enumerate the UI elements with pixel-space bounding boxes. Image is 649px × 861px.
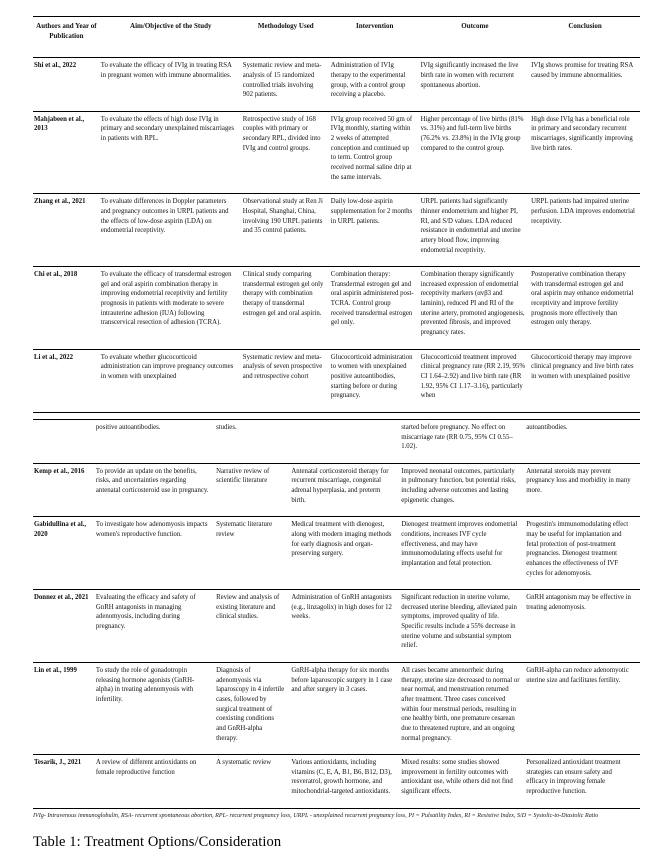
study-row bbox=[33, 755, 640, 809]
cell-intervention bbox=[290, 419, 400, 463]
cell-methodology: Systematic literature review bbox=[215, 517, 290, 590]
cell-authors: Mahjabeen et al., 2013 bbox=[33, 111, 100, 193]
cell-conclusion: URPL patients had impaired uterine perfusion. LDA improves endometrial receptivity. bbox=[530, 194, 640, 267]
cell-conclusion: autoantibodies. bbox=[525, 419, 640, 463]
cell-intervention: Administration of GnRH antagonists (e.g., linzagolix) in high doses for 12 weeks. bbox=[290, 590, 400, 663]
cell-intervention: GnRH-alpha therapy for six months before laparoscopic surgery in 1 case and after surgery in 3 cases. bbox=[290, 663, 400, 755]
cell-aim: To evaluate whether glucocorticoid administration can improve pregnancy outcomes in women with unexplained bbox=[100, 353, 234, 380]
cell-conclusion: Postoperative combination therapy with transdermal estrogen gel and oral aspirin may enhance endometrial receptivity and improve fertility prognosis more effectively than estrogen only therapy. bbox=[530, 267, 640, 349]
cell-authors: Shi et al., 2022 bbox=[33, 58, 100, 112]
study-row bbox=[33, 194, 640, 267]
study-row bbox=[33, 517, 640, 590]
cell-outcome: All cases became amenorrheic during therapy, uterine size decreased to normal or near normal, and menstruation returned after treatment. Three cases conceived within four menstrual periods, resulting in one healthy birth, one premature cesarean due to threatened rupture, and an ongoing normal pregnancy. bbox=[400, 663, 525, 755]
col-header-outcome: Outcome bbox=[420, 17, 530, 58]
cell-methodology: Observational study at Ren Ji Hospital, Shanghai, China, involving 190 URPL patients and 35 control patients. bbox=[242, 194, 330, 267]
table-caption: Table 1: Treatment Options/Consideration bbox=[33, 833, 282, 850]
cell-aim: To evaluate the effects of high dose IVIg in primary and secondary unexplained miscarriages in patients with RPL. bbox=[100, 111, 242, 193]
cell-outcome: Significant reduction in uterine volume, decreased uterine bleeding, alleviated pain symptoms, improved quality of life. Specific results include a 55% decrease in uterine volume and substantial symptom relief. bbox=[400, 590, 525, 663]
table-header-row bbox=[33, 17, 640, 58]
cell-authors: Tesarik, J., 2021 bbox=[34, 759, 82, 767]
cell-authors: Lin et al., 1999 bbox=[33, 663, 95, 755]
cell-methodology: Diagnosis of adenomyosis via laparoscopy in 4 infertile cases, followed by surgical treatment of coexisting conditions and GnRH-alpha therapy. bbox=[215, 663, 290, 755]
cell-intervention: Administration of IVIg therapy to the experimental group, with a control group receiving a placebo. bbox=[330, 58, 420, 112]
cell-outcome: started before pregnancy. No effect on miscarriage rate (RR 0.75, 95% CI 0.55–1.02). bbox=[400, 419, 525, 463]
cell-outcome: Higher percentage of live births (81% vs. 31%) and full-term live births (76.2% vs. 23.8%) in the IVIg group compared to the control group. bbox=[420, 111, 530, 193]
study-row bbox=[33, 590, 640, 663]
cell-intervention: IVIg group received 50 gm of IVIg monthly, starting within 2 weeks of attempted conception and continued up to term. Control group received normal saline drip at the same intervals. bbox=[330, 111, 420, 193]
study-row bbox=[33, 463, 640, 517]
cell-outcome: Improved neonatal outcomes, particularly in pulmonary function, but potential risks, including adverse outcomes and lasting epigenetic changes. bbox=[400, 463, 525, 517]
col-header-methodology: Methodology Used bbox=[242, 17, 330, 58]
studies-table-segment-1 bbox=[33, 16, 640, 413]
cell-conclusion: IVIg shows promise for treating RSA caused by immune abnormalities. bbox=[530, 58, 640, 112]
study-row bbox=[33, 58, 640, 112]
cell-outcome: URPL patients had significantly thinner endometrium and higher PI, RI, and S/D values. LDA reduced resistance in endometrial and uterine artery blood flow, improving endometrial receptivity. bbox=[420, 194, 530, 267]
cell-authors: Zhang et al., 2021 bbox=[33, 194, 100, 267]
cell-outcome: Glucocorticoid treatment improved clinical pregnancy rate (RR 2.19, 95% CI 1.64–2.92) and live birth rate (RR 1.92, 95% CI 1.17–3.16), particularly when bbox=[420, 353, 525, 400]
cell-conclusion: GnRH-alpha can reduce adenomyotic uterine size and facilitates fertility. bbox=[525, 663, 640, 755]
studies-table-segment-2 bbox=[33, 419, 640, 809]
study-row bbox=[33, 663, 640, 755]
cell-authors: Li et al., 2022 bbox=[34, 353, 74, 361]
cell-methodology: Retrospective study of 168 couples with primary or secondary RPL, divided into IVIg and control groups. bbox=[242, 111, 330, 193]
cell-aim: Evaluating the efficacy and safety of GnRH antagonists in managing adenomyosis, including during pregnancy. bbox=[95, 590, 215, 663]
cell-outcome: Combination therapy significantly increased expression of endometrial receptivity markers (αvβ3 and laminin), reduced PI and RI of the uterine artery, promoted angiogenesis, prevented fibrosis, and improved pregnancy rates. bbox=[420, 267, 530, 349]
cell-intervention: Glucocorticoid administration to women with unexplained positive autoantibodies, starting before or during pregnancy. bbox=[330, 353, 413, 400]
cell-methodology: Clinical study comparing transdermal estrogen gel only therapy with combination therapy of transdermal estrogen gel and oral aspirin. bbox=[242, 267, 330, 349]
cell-methodology: studies. bbox=[215, 419, 290, 463]
cell-authors: Gabidullina et al., 2020 bbox=[33, 517, 95, 590]
cell-intervention: Daily low-dose aspirin supplementation for 2 months in URPL patients. bbox=[330, 194, 420, 267]
cell-intervention: Combination therapy: Transdermal estrogen gel and oral aspirin administered post-TCRA. Control group received transdermal estrogen gel only. bbox=[330, 267, 420, 349]
cell-intervention: Antenatal corticosteroid therapy for recurrent miscarriage, congenital adrenal hyperplasia, and preterm birth. bbox=[290, 463, 400, 517]
cell-aim: To evaluate the efficacy of transdermal estrogen gel and oral aspirin combination therapy in improving endometrial receptivity and fertility prognosis in patients with moderate to severe intrauterine adhesion (IUA) following transcervical resection of adhesion (TCRA). bbox=[100, 267, 242, 349]
cell-outcome: Mixed results: some studies showed improvement in fertility outcomes with antioxidant use, while others did not find significant effects. bbox=[401, 759, 513, 796]
cell-outcome: Dienogest treatment improves endometrial conditions, increases IVF cycle effectiveness, and may have immunomodulating effects useful for implantation and fetal protection. bbox=[400, 517, 525, 590]
cell-methodology: Narrative review of scientific literature bbox=[215, 463, 290, 517]
table-footnote-abbreviations: IVIg- Intravenous immunoglobulin, RSA- recurrent spontaneous abortion, RPL- recurrent pregnancy loss, URPL - unexplained recurrent pregnancy loss, PI = Pulsatility Index, RI = Resistive Index, S/D = Systolic-to-Diastolic Ratio bbox=[33, 812, 599, 819]
cell-conclusion: GnRH antagonism may be effective in treating adenomyosis. bbox=[525, 590, 640, 663]
cell-aim: To evaluate the efficacy of IVIg in treating RSA in pregnant women with immune abnormalities. bbox=[100, 58, 242, 112]
study-row bbox=[33, 267, 640, 349]
cell-conclusion: Glucocorticoid therapy may improve clinical pregnancy and live birth rates in women with unexplained positive bbox=[531, 353, 634, 380]
col-header-authors: Authors and Year of Publication bbox=[33, 17, 100, 58]
study-row bbox=[33, 349, 640, 412]
cell-methodology: Review and analysis of existing literature and clinical studies. bbox=[215, 590, 290, 663]
study-row bbox=[33, 419, 640, 463]
cell-intervention: Various antioxidants, including vitamins (C, E, A, B1, B6, B12, D3), resveratrol, growth hormone, and mitochondrial-targeted antioxidants. bbox=[291, 759, 392, 796]
cell-authors: Chi et al., 2018 bbox=[33, 267, 100, 349]
cell-conclusion: Antenatal steroids may prevent pregnancy loss and morbidity in many more. bbox=[525, 463, 640, 517]
col-header-aim: Aim/Objective of the Study bbox=[100, 17, 242, 58]
cell-intervention: Medical treatment with dienogest, along with modern imaging methods for early diagnosis and organ-preserving surgery. bbox=[290, 517, 400, 590]
cell-conclusion: Progestin's immunomodulating effect may be useful for implantation and fetal protection of post-treatment pregnancies. Dienogest treatment enhances the effectiveness of IVF cycles for adenomyosis. bbox=[525, 517, 640, 590]
study-row bbox=[33, 111, 640, 193]
cell-aim: To evaluate differences in Doppler parameters and pregnancy outcomes in URPL patients and the effects of low-dose aspirin (LDA) on endometrial receptivity. bbox=[100, 194, 242, 267]
cell-conclusion: High dose IVIg has a beneficial role in primary and secondary recurrent miscarriages, significantly improving live birth rates. bbox=[530, 111, 640, 193]
cell-methodology: Systematic review and meta-analysis of seven prospective and retrospective cohort bbox=[242, 353, 323, 380]
cell-methodology: Systematic review and meta-analysis of 15 randomized controlled trials involving 902 patients. bbox=[242, 58, 330, 112]
cell-aim: A review of different antioxidants on female reproductive function bbox=[95, 759, 197, 776]
cell-conclusion: Personalized antioxidant treatment strategies can ensure safety and efficacy in improving female reproductive function. bbox=[526, 759, 621, 796]
cell-methodology: A systematic review bbox=[216, 759, 272, 767]
cell-authors: Kemp et al., 2016 bbox=[33, 463, 95, 517]
cell-authors: Donnez et al., 2021 bbox=[33, 590, 95, 663]
cell-aim: positive autoantibodies. bbox=[95, 419, 215, 463]
cell-outcome: IVIg significantly increased the live birth rate in women with recurrent spontaneous abortion. bbox=[420, 58, 530, 112]
cell-aim: To investigate how adenomyosis impacts women's reproductive function. bbox=[95, 517, 215, 590]
cell-aim: To study the role of gonadotropin releasing hormone agonists (GnRH-alpha) in treating adenomyosis with infertility. bbox=[95, 663, 215, 755]
cell-authors bbox=[33, 419, 95, 463]
col-header-intervention: Intervention bbox=[330, 17, 420, 58]
col-header-conclusion: Conclusion bbox=[530, 17, 640, 58]
cell-aim: To provide an update on the benefits, risks, and uncertainties regarding antenatal corticosteroid use in pregnancy. bbox=[95, 463, 215, 517]
